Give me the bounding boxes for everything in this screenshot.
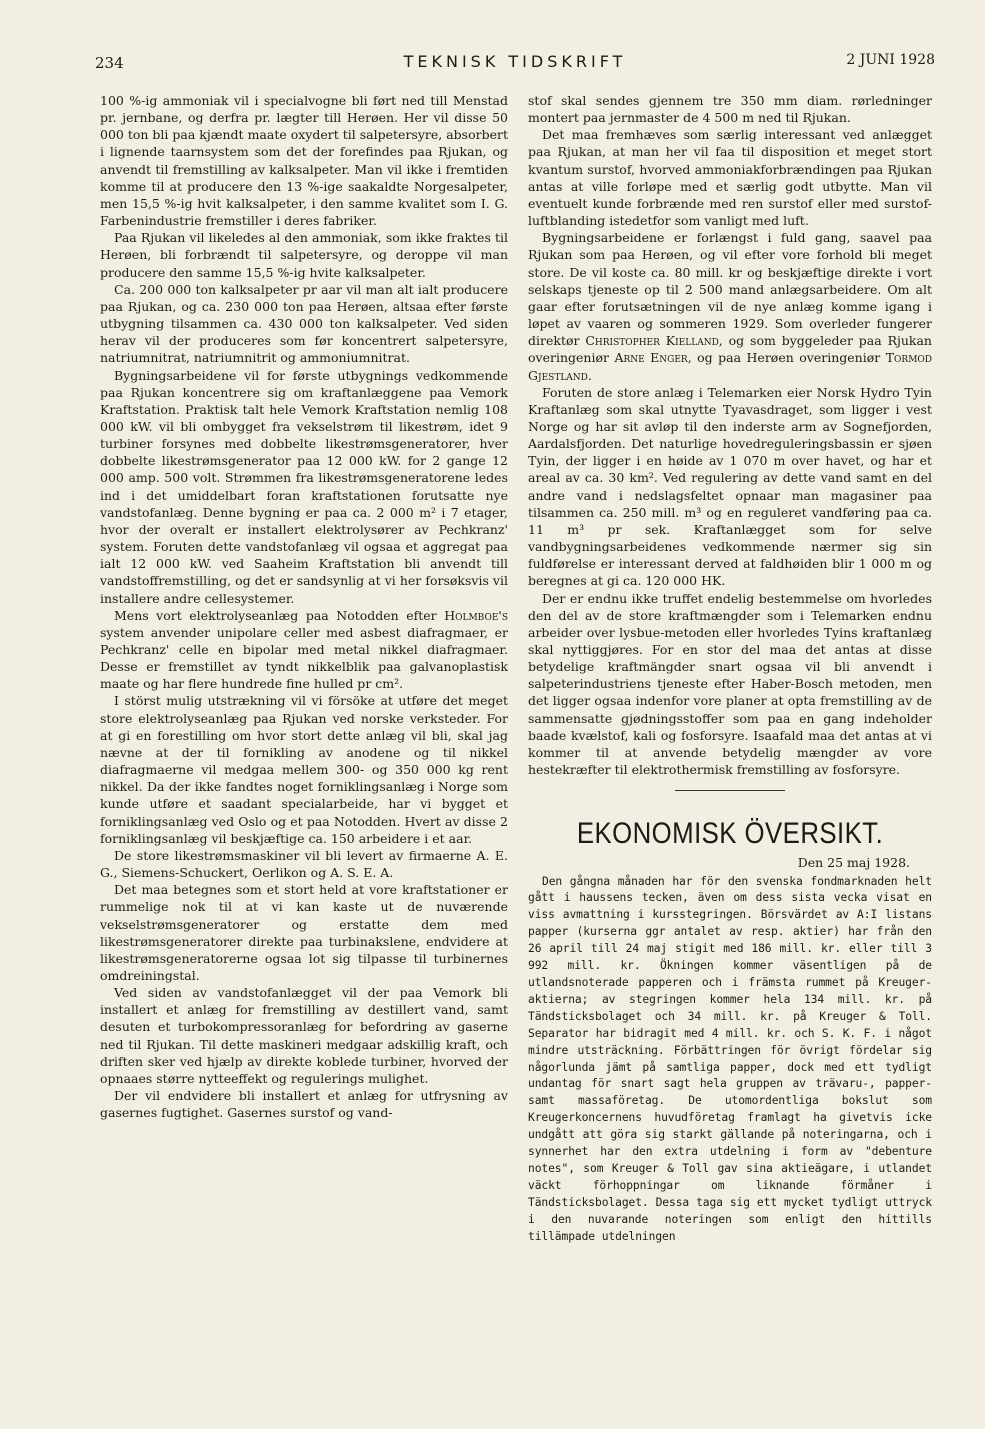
paragraph: 100 %-ig ammoniak vil i specialvogne bli ført ned till Menstad pr. jernbane, og derfra pr. lægter till Herøen. Her vil disse 50 000 ton bli paa kjændt maate oxydert til salpetersyre, absorbert i lignende taarnsystem som det der forefindes paa Rjukan, og anvendt til fremstilling av kalksalpeter. Man vil ikke i fremtiden komme til at producere den 13 %-ige saakaldte Norgesalpeter, men 15,5 %-ig hvit kalksalpeter, i den samme kvalitet som I. G. Farbenindustrie fremstiller i deres fabriker. xyxy=(100,93,508,229)
paragraph: Ved siden av vandstofanlægget vil der paa Vemork bli installert et anlæg for fremstilling av destillert vand, samt desuten et turbokompressoranlæg for befordring av gaserne ned til Rjukan. Til dette maskineri medgaar adskillig kraft, och driften sker ved hjælp av direkte koblede turbiner, hvorved der opnaaes større nytteeffekt og regulerings mulighet. xyxy=(100,985,508,1086)
paragraph-text: Mens vort elektrolyseanlæg paa Notodden efter xyxy=(114,607,437,623)
person-name: Christopher Kielland xyxy=(585,333,719,349)
left-column xyxy=(100,92,508,1121)
paragraph-text: , og som byggeleder paa Rjukan overingeniør xyxy=(528,333,932,366)
paragraph: Ca. 200 000 ton kalksalpeter pr aar vil man alt ialt producere paa Rjukan, og ca. 230 000 ton paa Herøen, altsaa efter første utbygning tilsammen ca. 430 000 ton kalksalpeter. Ved siden herav vil der produceres som før koncentrert salpetersyre, natriumnitrat, natriumnitrit og ammoniumnitrat. xyxy=(100,281,508,366)
right-column xyxy=(528,92,932,1246)
page-header xyxy=(95,50,935,76)
paragraph xyxy=(528,229,932,383)
paragraph: stof skal sendes gjennem tre 350 mm diam. rørledninger montert paa jernmaster de 4 500 m ned til Rjukan. xyxy=(528,93,932,126)
paragraph: Foruten de store anlæg i Telemarken eier Norsk Hydro Tyin Kraftanlæg som skal utnytte Tyavasdraget, som ligger i vest Norge og har sit avløp til den inderste arm av Sognefjorden, Aardalsfjorden. Det naturlige hovedreguleringsbassin er sjøen Tyin, der ligger i en høide av 1 070 m over havet, og har et areal av ca. 30 km². Ved regulering av dette vand samt en del andre vand i nedslagsfeltet opnaar man magasiner paa tilsammen ca. 250 mill. m³ og en reguleret vandføring paa ca. 11 m³ pr sek. Kraftanlægget som for selve vandbygningsarbeidenes vedkommende nærmer sig sin fuldførelse er interessant derved at faldhøiden blir 1 000 m og beregnes at gi ca. 120 000 HK. xyxy=(528,384,932,589)
paragraph-text: Bygningsarbeidene er forlængst i fuld gang, saavel paa Rjukan som paa Herøen, og vil efter vore forhold bli meget store. De vil koste ca. 80 mill. kr og beskjæftige direkte i vort selskaps tjeneste op til 2 500 mand anlægsarbeidere. Om alt gaar efter forutsætningen vil de nye anlæg komme igang i løpet av vaaren og sommeren 1929. Som overleder fungerer direktør xyxy=(528,230,932,349)
paragraph: Bygningsarbeidene vil for første utbygnings vedkommende paa Rjukan koncentrere sig om kraftanlæggene paa Vemork Kraftstation. Praktisk talt hele Vemork Kraftstation nemlig 108 000 kW. vil bli ombygget fra vekselstrøm til likestrøm, idet 9 turbiner forsynes med dobbelte likestrømsgeneratorer, hver dobbelte likestrømsgenerator paa 12 000 kW. for 2 gange 12 000 amp. 500 volt. Strømmen fra likestrømsgeneratorene ledes ind i det umiddelbart foran kraftstationen forutsatte nye vandstofanlæg. Denne bygning er paa ca. 2 000 m² i 7 etager, hvor der overalt er installert elektrolysører av Pechkranz' system. Foruten dette vandstofanlæg vil ogsaa et aggregat paa ialt 12 000 kW. ved Saaheim Kraftstation bli anvendt till vandstoffremstilling, og det er sandsynlig at vi her forsøksvis vil installere andre cellesystemer. xyxy=(100,367,508,606)
issue-date: 2 JUNI 1928 xyxy=(846,52,935,68)
paragraph-text: , og paa Herøen overingeniør xyxy=(687,350,881,366)
paragraph: I störst mulig utstrækning vil vi försöke at utføre det meget store elektrolyseanlæg paa Rjukan ved norske verksteder. For at gi en forestilling om hvor stort dette anlæg vil bli, skal jag nævne at der til fornikling av anodene og til nikkel diafragmaerne vil medgaa mellem 300- og 350 000 kg rent nikkel. Da der ikke fandtes noget forniklingsanlæg i Norge som kunde utføre et saadant specialarbeide, har vi bygget et forniklingsanlæg ved Oslo og et paa Notodden. Hvert av disse 2 forniklingsanlæg vil beskjæftige ca. 150 arbeidere i et aar. xyxy=(100,693,508,846)
paragraph-text: system anvender unipolare celler med asbest diafragmaer, er Pechkranz' celle en bipolar med metal nikkel diafragmaer. Desse er fremstillet av tyndt nikkelblik paa galvanoplastisk maate og har flere hundrede fine hulled pr cm². xyxy=(100,624,508,692)
paragraph: Paa Rjukan vil likeledes al den ammoniak, som ikke fraktes til Herøen, bli forbrændt til salpetersyre, og deroppe vil man producere den samme 15,5 %-ig hvite kalksalpeter. xyxy=(100,230,508,280)
dateline: Den 25 maj 1928. xyxy=(797,855,910,871)
paragraph: Det maa fremhæves som særlig interessant ved anlægget paa Rjukan, at man her vil faa til disposition et meget stort kvantum surstof, hvorved ammoniakforbrændingen paa Rjukan antas at ville forløpe med et særlig godt utbytte. Man vil eventuelt kunde forbrænde med ren surstof eller med surstof-luftblanding istedetfor som vanligt med luft. xyxy=(528,127,932,229)
paragraph-text: . xyxy=(587,367,592,383)
person-name: Tormod Gjestland xyxy=(528,350,933,383)
journal-title: TEKNISK TIDSKRIFT xyxy=(403,52,627,71)
paragraph: Der er endnu ikke truffet endelig bestemmelse om hvorledes den del av de store kraftmængder som i Telemarken endnu arbeider over lysbue-metoden eller hvorledes Tyins kraftanlæg skal nyttiggjøres. For en stor del maa det antas at disse betydelige kraftmängder snart ogsaa vil bli anvendt i salpeterindustriens tjeneste efter Haber-Bosch metoden, men det ligger ogsaa indenfor vore planer at opta fremstilling av de sammensatte gjødningsstoffer som paa en gang indeholder baade kvælstof, kali og fosforsyre. Isaafald maa det antas at vi kommer til at anvende betydelig mængder av vore hestekræfter til elektrothermisk fremstilling av fosforsyre. xyxy=(528,590,932,778)
page-number: 234 xyxy=(95,54,124,72)
section-divider xyxy=(675,790,785,791)
paragraph: Den gångna månaden har för den svenska fondmarknaden helt gått i haussens tecken, även om dess sista vecka visat en viss avmattning i kursstegringen. Börsvärdet av A:I listans papper (kurserna ggr antalet av resp. aktier) har från den 26 april till 24 maj stigit med 186 mill. kr. eller till 3 992 mill. kr. Ökningen kommer väsentligen på de utlandsnoterade papperen och i främsta rummet på Kreuger-aktierna; av stegringen kommer hela 134 mill. kr. på Tändsticksbolaget och 34 mill. kr. på Kreuger & Toll. Separator har bidragit med 4 mill. kr. och S. K. F. i något mindre utsträckning. Förbättringen för övrigt fördelar sig någorlunda jämt på samtliga papper, dock med ett tydligt undantag för snart sagt hela gruppen av trävaru-, papper- samt massaföretag. De utomordentliga bokslut som Kreugerkoncernens huvudföretag framlagt ha givetvis icke undgått att göra sig starkt gällande på noteringarna, och i synnerhet har den extra utdelning i form av "debenture notes", som Kreuger & Toll gav sina aktieägare, i utlandet väckt förhoppningar om liknande förmåner i Tändsticksbolaget. Dessa taga sig ett mycket tydligt uttryck i den nuvarande noteringen som enligt den hittills tillämpade utdelningen xyxy=(528,874,932,1243)
person-name: Holmboe's xyxy=(444,607,508,623)
paragraph: De store likestrømsmaskiner vil bli levert av firmaerne A. E. G., Siemens-Schuckert, Oerlikon og A. S. E. A. xyxy=(100,847,508,881)
paragraph xyxy=(100,607,508,693)
section-title: EKONOMISK ÖVERSIKT. xyxy=(576,817,884,851)
paragraph: Det maa betegnes som et stort held at vore kraftstationer er rummelige nok til at vi kan kaste ut de nuværende vekselstrømsgeneratorer og erstatte dem med likestrømsgeneratorer direkte paa turbinakslene, endvidere at likestrømsgeneratorerne ogsaa lot sig tilpasse til turbinernes omdreiningstal. xyxy=(100,882,508,983)
person-name: Arne Enger xyxy=(614,350,688,366)
paragraph: Der vil endvidere bli installert et anlæg for utfrysning av gasernes fugtighet. Gasernes surstof og vand- xyxy=(100,1088,508,1121)
